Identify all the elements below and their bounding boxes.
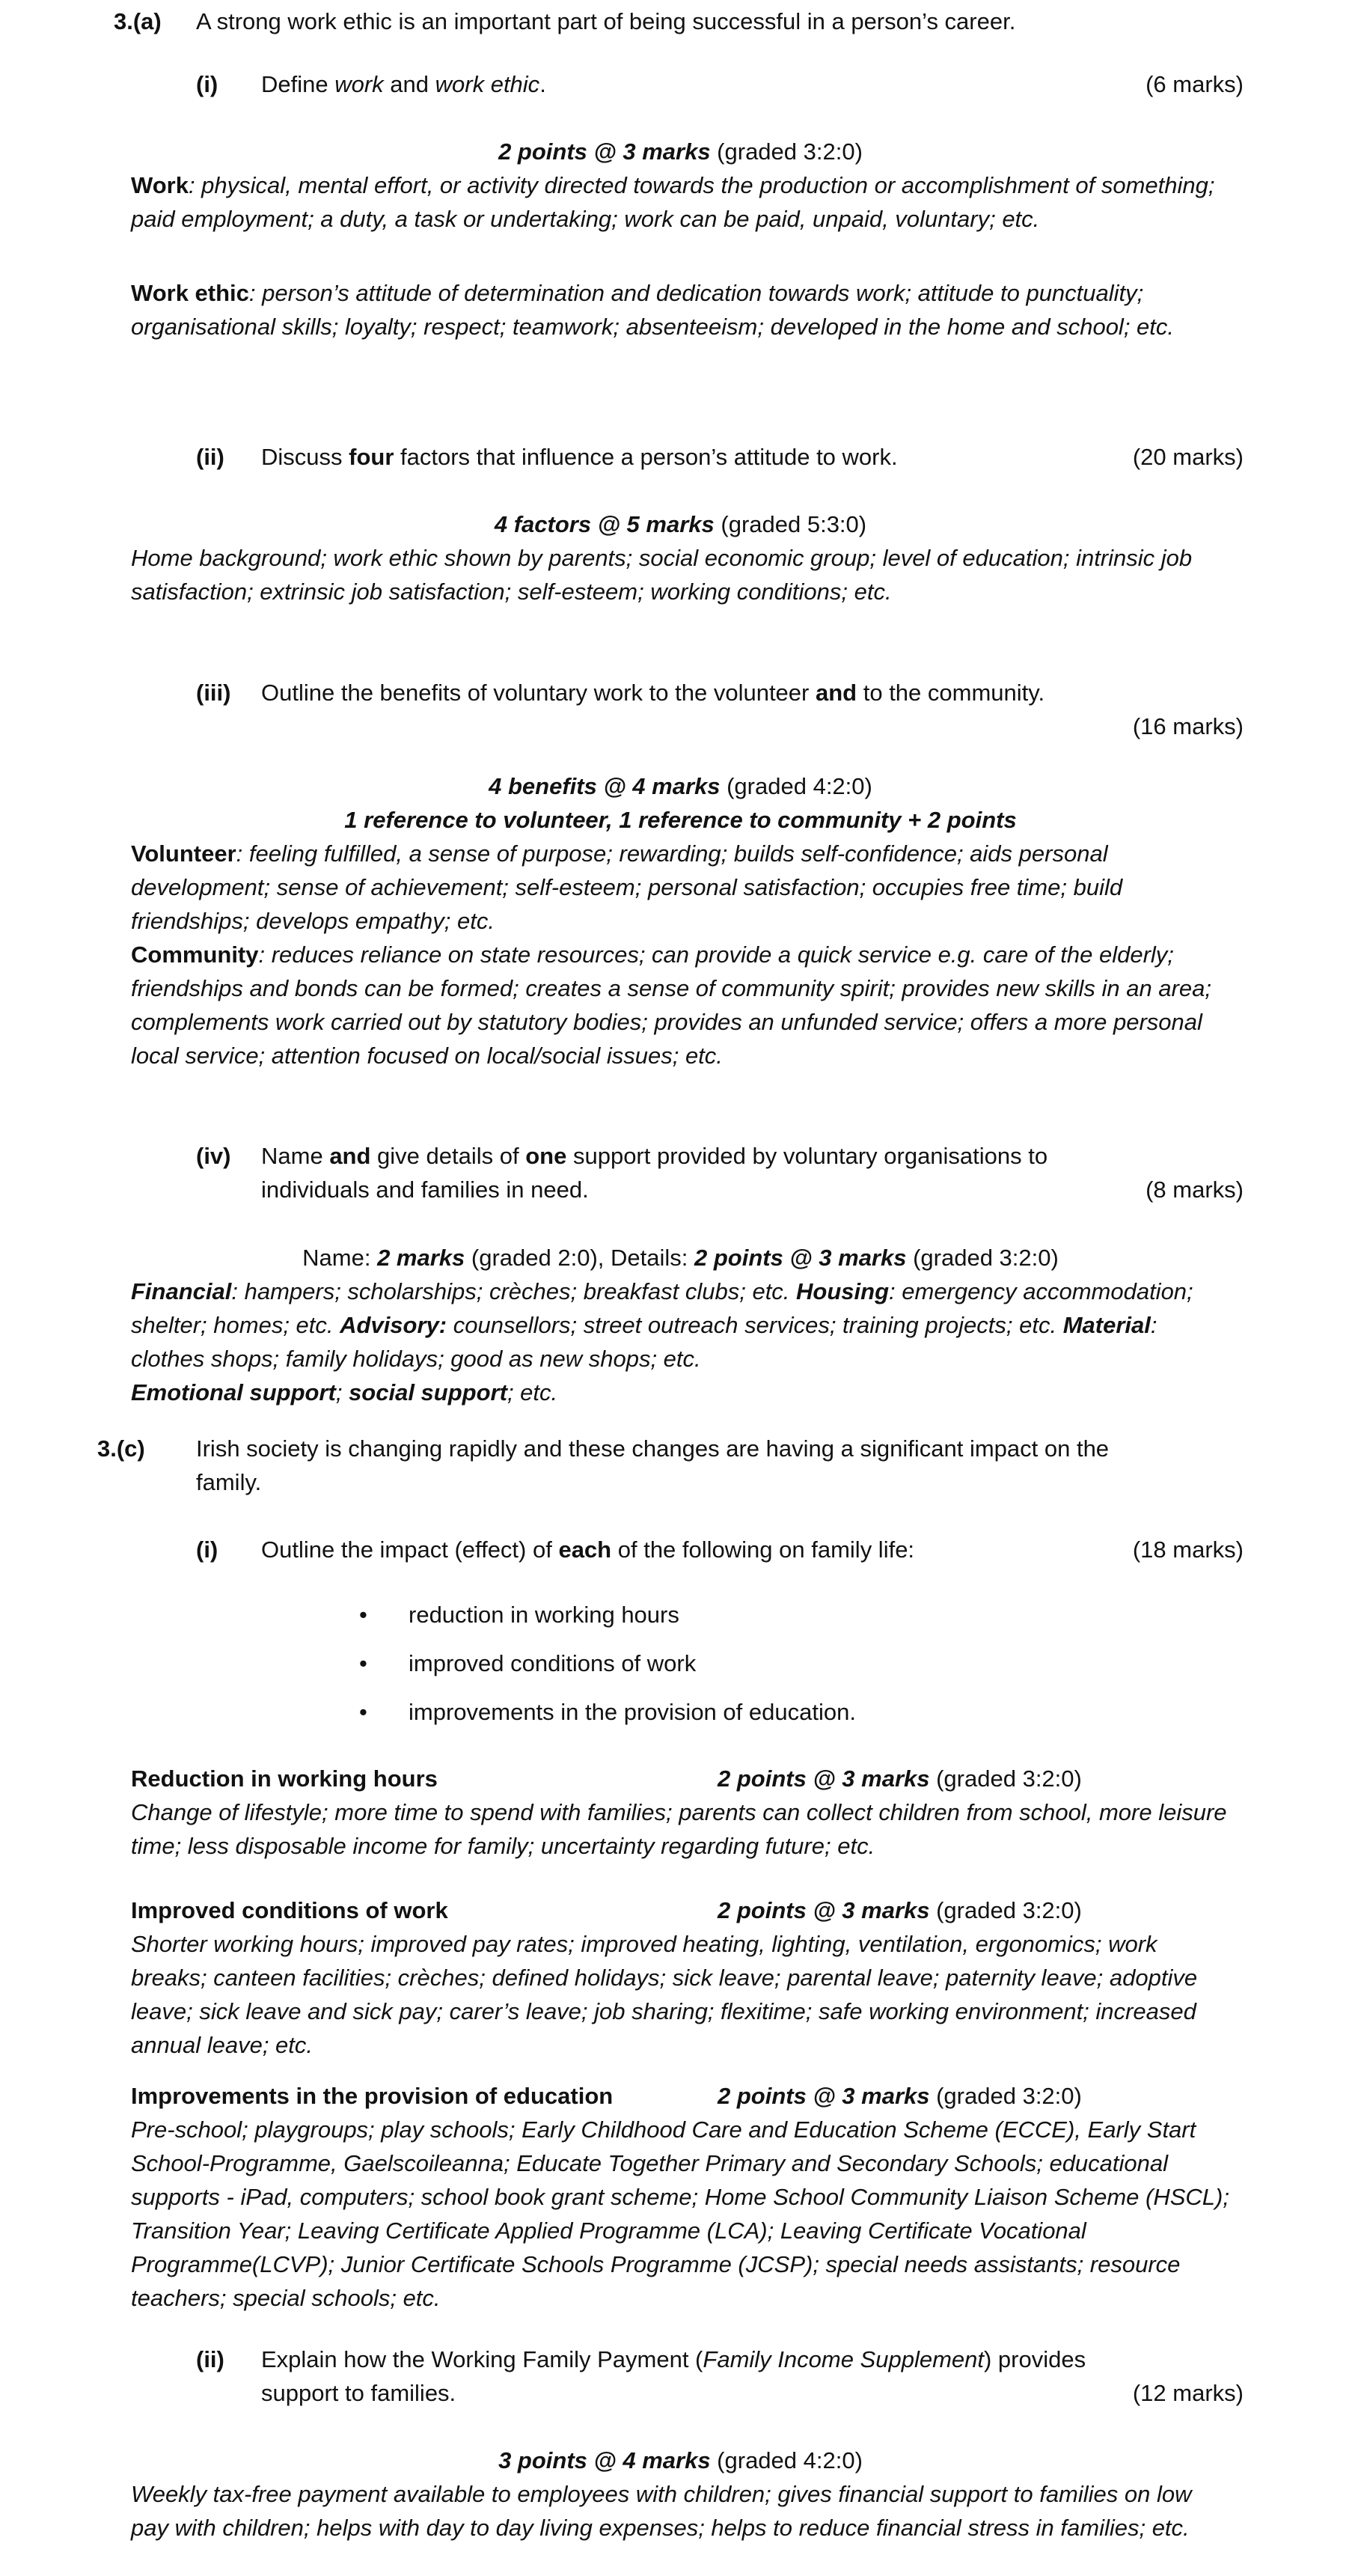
- q3a-i-marks: (6 marks): [1146, 71, 1244, 97]
- q3c-ii-scheme: 3 points @ 4 marks (graded 4:2:0): [498, 2447, 863, 2473]
- q3a-number: 3.(a): [114, 8, 162, 34]
- q3c-i-question: Outline the impact (effect) of each of the following on family life:: [261, 1536, 915, 1563]
- q3c-ii-question: Explain how the Working Family Payment (Family Income Supplement) provides support to families.: [261, 2346, 1086, 2406]
- criterion-answer: Change of lifestyle; more time to spend with families; parents can collect children from school, more leisure time; less disposable income for family; uncertainty regarding future; etc.: [131, 1799, 1227, 1859]
- bullet-item: • reduction in working hours: [359, 1598, 1107, 1646]
- q3a-i-ethic-definition: Work ethic: person’s attitude of determination and dedication towards work; attitude to punctuality; organisational skills; loyalty; respect; teamwork; absenteeism; developed in the home and school; etc.: [131, 280, 1175, 340]
- q3c-i-bullet-list: [359, 1598, 1107, 1744]
- q3a-iv-scheme: Name: 2 marks (graded 2:0), Details: 2 points @ 3 marks (graded 3:2:0): [302, 1245, 1059, 1271]
- criterion-answer: Shorter working hours; improved pay rates; improved heating, lighting, ventilation, ergonomics; work breaks; canteen facilities; crèches; defined holidays; sick leave; parental leave; paternity leave; adoptive leave; sick leave and sick pay; carer’s leave; job sharing; flexitime; safe working environment; increased annual leave; etc.: [131, 1931, 1198, 2058]
- q3a-iv-question: Name and give details of one support provided by voluntary organisations to individuals and families in need.: [261, 1143, 1048, 1203]
- criterion-heading: Reduction in working hours 2 points @ 3 marks (graded 3:2:0): [131, 1765, 1082, 1792]
- q3c-stem: Irish society is changing rapidly and these changes are having a significant impact on the family.: [196, 1435, 1110, 1495]
- q3a-ii-marks: (20 marks): [1132, 444, 1244, 470]
- q3c-number: 3.(c): [97, 1435, 145, 1462]
- q3a-iv-marks: (8 marks): [1146, 1176, 1244, 1203]
- q3a-iii-marks: (16 marks): [1132, 713, 1244, 739]
- bullet-dot-icon: •: [359, 1699, 367, 1725]
- q3c-ii-label: (ii): [196, 2346, 224, 2372]
- q3a-iv-label: (iv): [196, 1143, 231, 1169]
- q3a-ii-scheme: 4 factors @ 5 marks (graded 5:3:0): [494, 511, 867, 537]
- q3a-ii-answer: Home background; work ethic shown by parents; social economic group; level of education; intrinsic job satisfaction; extrinsic job satisfaction; self-esteem; working conditions; etc.: [131, 545, 1193, 605]
- bullet-item: • improvements in the provision of education.: [359, 1695, 1107, 1744]
- q3a-iii-scheme-line2: 1 reference to volunteer, 1 reference to community + 2 points: [344, 807, 1017, 833]
- criterion-heading: Improvements in the provision of education 2 points @ 3 marks (graded 3:2:0): [131, 2083, 1082, 2109]
- q3c-ii-marks: (12 marks): [1132, 2380, 1244, 2406]
- q3a-ii-label: (ii): [196, 444, 224, 470]
- bullet-dot-icon: •: [359, 1602, 367, 1628]
- q3a-i-label: (i): [196, 71, 218, 97]
- q3a-iii-question: Outline the benefits of voluntary work to the volunteer and to the community.: [261, 680, 1045, 706]
- q3a-i-work-definition: Work: physical, mental effort, or activity directed towards the production or accomplishment of something; paid employment; a duty, a task or undertaking; work can be paid, unpaid, voluntary; etc.: [131, 172, 1215, 232]
- q3a-iii-volunteer: Volunteer: feeling fulfilled, a sense of purpose; rewarding; builds self-confidence; aids personal development; sense of achievement; self-esteem; personal satisfaction; occupies free time; build friendships; develops empathy; etc.: [131, 840, 1123, 934]
- q3a-iii-community: Community: reduces reliance on state resources; can provide a quick service e.g. care of the elderly; friendships and bonds can be formed; creates a sense of community spirit; provides new skills in an area; complements work carried out by statutory bodies; provides an unfunded service; offers a more personal local service; attention focused on local/social issues; etc.: [131, 941, 1211, 1069]
- q3a-i-question: Define work and work ethic.: [261, 71, 546, 97]
- q3c-i-label: (i): [196, 1536, 218, 1563]
- q3a-iii-label: (iii): [196, 680, 231, 706]
- q3a-iv-answer: Financial: hampers; scholarships; crèches; breakfast clubs; etc. Housing: emergency accommodation; shelter; homes; etc. Advisory: counsellors; street outreach services; training projects; etc. Material: clothes shops; family holidays; good as new shops; etc. Emotional support; social support; etc.: [131, 1278, 1193, 1405]
- bullet-item: • improved conditions of work: [359, 1646, 1107, 1695]
- q3a-ii-question: Discuss four factors that influence a person’s attitude to work.: [261, 444, 898, 470]
- q3c-i-marks: (18 marks): [1132, 1536, 1244, 1563]
- bullet-dot-icon: •: [359, 1650, 367, 1676]
- criterion-heading: Improved conditions of work 2 points @ 3 marks (graded 3:2:0): [131, 1897, 1082, 1923]
- criterion-answer: Pre-school; playgroups; play schools; Early Childhood Care and Education Scheme (ECCE), Early Start School-Programme, Gaelscoileanna; Educate Together Primary and Secondary Schools; educational supports - iPad, computers; school book grant scheme; Home School Community Liaison Scheme (HSCL); Transition Year; Leaving Certificate Applied Programme (LCA); Leaving Certificate Vocational Programme(LCVP); Junior Certificate Schools Programme (JCSP); special needs assistants; resource teachers; special schools; etc.: [131, 2116, 1229, 2311]
- q3a-stem: A strong work ethic is an important part of being successful in a person’s career.: [196, 8, 1016, 34]
- q3a-i-scheme: 2 points @ 3 marks (graded 3:2:0): [498, 138, 863, 165]
- q3c-ii-answer: Weekly tax-free payment available to employees with children; gives financial support to families on low pay with children; helps with day to day living expenses; helps to reduce financial stress in families; etc.: [131, 2481, 1192, 2541]
- q3a-iii-scheme: 4 benefits @ 4 marks (graded 4:2:0): [489, 773, 872, 799]
